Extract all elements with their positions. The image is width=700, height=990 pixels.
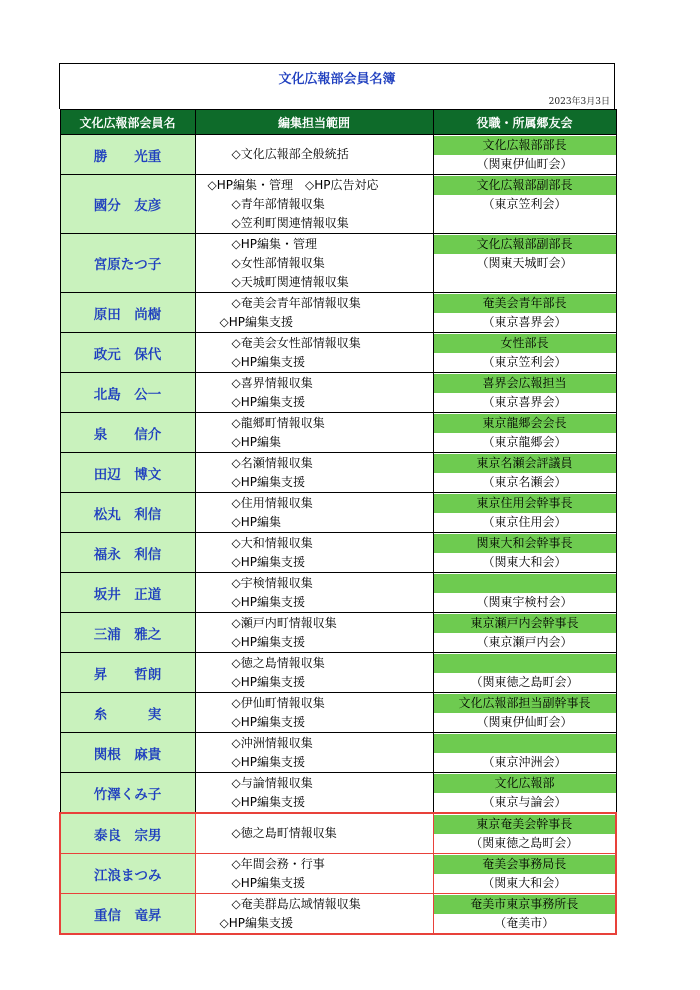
- scope-item: ◇名瀬情報収集: [195, 455, 313, 470]
- header-scope: 編集担当範囲: [195, 110, 433, 135]
- role-title: 東京瀬戸内会幹事長: [434, 614, 616, 633]
- member-name: 松丸 利信: [60, 493, 195, 533]
- table-row: [60, 135, 616, 175]
- affiliation: （関東大和会）: [482, 875, 567, 890]
- role-title: [434, 574, 616, 593]
- edit-scope: [195, 894, 433, 935]
- table-row: [60, 854, 616, 894]
- affiliation: （関東徳之島町会）: [470, 835, 579, 850]
- edit-scope: [195, 854, 433, 894]
- scope-item: ◇青年部情報収集: [195, 196, 325, 211]
- scope-item: ◇笠利町関連情報収集: [195, 215, 349, 230]
- scope-item: ◇瀬戸内町情報収集: [195, 615, 337, 630]
- member-name: 國分 友彦: [60, 175, 195, 234]
- table-row: [60, 613, 616, 653]
- role-title: [434, 654, 616, 673]
- table-row: [60, 175, 616, 234]
- edit-scope: [195, 613, 433, 653]
- member-name: 糸 実: [60, 693, 195, 733]
- affiliation: （東京瀬戸内会）: [476, 634, 573, 649]
- scope-item: ◇HP編集支援: [195, 594, 305, 609]
- scope-item: ◇住用情報収集: [195, 495, 313, 510]
- scope-item: ◇HP編集支援: [195, 754, 305, 769]
- scope-item: ◇大和情報収集: [195, 535, 313, 550]
- role-affiliation: [433, 854, 616, 894]
- role-title: 東京住用会幹事長: [434, 494, 616, 513]
- scope-item: ◇徳之島情報収集: [195, 655, 325, 670]
- scope-item: ◇文化広報部全般統括: [195, 147, 349, 161]
- member-name: 坂井 正道: [60, 573, 195, 613]
- edit-scope: [195, 175, 433, 234]
- header-name: 文化広報部会員名: [60, 110, 195, 135]
- member-name: 昇 哲朗: [60, 653, 195, 693]
- edit-scope: [195, 373, 433, 413]
- member-name: 泉 信介: [60, 413, 195, 453]
- scope-item: ◇HP編集支援: [195, 794, 305, 809]
- scope-item: ◇与論情報収集: [195, 775, 313, 790]
- affiliation: （関東宇検村会）: [476, 594, 573, 609]
- member-name: 江浪まつみ: [60, 854, 195, 894]
- role-title: 東京龍郷会会長: [434, 414, 616, 433]
- affiliation: （東京沖洲会）: [482, 754, 567, 769]
- document-date: 2023年3月3日: [548, 97, 610, 107]
- scope-item: ◇沖洲情報収集: [195, 735, 313, 750]
- document-title: 文化広報部会員名簿: [278, 72, 396, 87]
- role-affiliation: [433, 813, 616, 854]
- table-row: [60, 373, 616, 413]
- scope-item: ◇HP編集・管理: [195, 236, 317, 251]
- scope-item: ◇HP編集・管理 ◇HP広告対応: [195, 177, 379, 192]
- role-title: 文化広報部副部長: [434, 176, 616, 195]
- role-affiliation: [433, 533, 616, 573]
- scope-item: ◇HP編集支援: [195, 474, 305, 489]
- edit-scope: [195, 413, 433, 453]
- role-affiliation: [433, 373, 616, 413]
- edit-scope: [195, 573, 433, 613]
- member-name: 関根 麻貴: [60, 733, 195, 773]
- role-title: 文化広報部: [434, 774, 616, 793]
- table-row: [60, 693, 616, 733]
- role-affiliation: [433, 894, 616, 935]
- member-name: 三浦 雅之: [60, 613, 195, 653]
- scope-item: ◇奄美群島広域情報収集: [195, 896, 361, 911]
- edit-scope: [195, 453, 433, 493]
- table-row: [60, 733, 616, 773]
- role-title: 東京奄美会幹事長: [434, 815, 616, 834]
- member-name: 宮原たつ子: [60, 234, 195, 293]
- scope-item: ◇奄美会青年部情報収集: [195, 295, 361, 310]
- scope-item: ◇HP編集支援: [195, 314, 293, 329]
- affiliation: （関東伊仙町会）: [476, 156, 573, 171]
- table-row: [60, 773, 616, 814]
- role-affiliation: [433, 773, 616, 814]
- table-row: [60, 333, 616, 373]
- table-row: [60, 573, 616, 613]
- role-title: [434, 734, 616, 753]
- member-name: 北島 公一: [60, 373, 195, 413]
- member-name: 政元 保代: [60, 333, 195, 373]
- affiliation: （関東天城町会）: [476, 255, 573, 270]
- member-name: 勝 光重: [60, 135, 195, 175]
- scope-item: ◇徳之島町情報収集: [195, 826, 337, 840]
- scope-item: ◇HP編集支援: [195, 394, 305, 409]
- role-affiliation: [433, 733, 616, 773]
- scope-item: ◇HP編集支援: [195, 554, 305, 569]
- edit-scope: [195, 234, 433, 293]
- scope-item: ◇HP編集: [195, 434, 281, 449]
- edit-scope: [195, 813, 433, 854]
- scope-item: ◇奄美会女性部情報収集: [195, 335, 361, 350]
- scope-item: ◇HP編集支援: [195, 354, 305, 369]
- edit-scope: [195, 773, 433, 814]
- affiliation: （東京笠利会）: [482, 354, 567, 369]
- role-title: 喜界会広報担当: [434, 374, 616, 393]
- member-table: [59, 109, 617, 935]
- affiliation: （東京与論会）: [482, 794, 567, 809]
- edit-scope: [195, 333, 433, 373]
- role-affiliation: [433, 493, 616, 533]
- header-row: [60, 110, 616, 135]
- affiliation: （関東大和会）: [482, 554, 567, 569]
- scope-item: ◇HP編集支援: [195, 915, 293, 930]
- scope-item: ◇龍郷町情報収集: [195, 415, 325, 430]
- scope-item: ◇天城町関連情報収集: [195, 274, 349, 289]
- scope-item: ◇HP編集支援: [195, 714, 305, 729]
- table-row: [60, 653, 616, 693]
- member-name: 田辺 博文: [60, 453, 195, 493]
- header-role: 役職・所属郷友会: [433, 110, 616, 135]
- role-affiliation: [433, 693, 616, 733]
- roster-sheet: [59, 63, 615, 935]
- scope-item: ◇喜界情報収集: [195, 375, 313, 390]
- affiliation: [434, 214, 616, 233]
- role-affiliation: [433, 293, 616, 333]
- affiliation: （関東伊仙町会）: [476, 714, 573, 729]
- role-title: 文化広報部担当副幹事長: [434, 694, 616, 713]
- edit-scope: [195, 693, 433, 733]
- member-name: 泰良 宗男: [60, 813, 195, 854]
- table-row: [60, 234, 616, 293]
- edit-scope: [195, 733, 433, 773]
- edit-scope: [195, 135, 433, 175]
- role-title: 奄美市東京事務所長: [434, 895, 616, 914]
- scope-item: ◇女性部情報収集: [195, 255, 325, 270]
- role-affiliation: [433, 234, 616, 293]
- role-title: 東京名瀬会評議員: [434, 454, 616, 473]
- table-row: [60, 453, 616, 493]
- title-box: [59, 63, 615, 109]
- table-row: [60, 533, 616, 573]
- role-affiliation: [433, 573, 616, 613]
- role-title: 関東大和会幹事長: [434, 534, 616, 553]
- affiliation: （東京龍郷会）: [482, 434, 567, 449]
- scope-item: ◇年間会務・行事: [195, 856, 325, 871]
- member-name: 原田 尚樹: [60, 293, 195, 333]
- role-title: 奄美会青年部長: [434, 294, 616, 313]
- member-name: 福永 利信: [60, 533, 195, 573]
- affiliation: （東京笠利会）: [482, 196, 567, 211]
- role-title: 文化広報部部長: [434, 136, 616, 155]
- affiliation: （関東徳之島町会）: [470, 674, 579, 689]
- affiliation: （東京住用会）: [482, 514, 567, 529]
- scope-item: ◇HP編集支援: [195, 634, 305, 649]
- member-name: 竹澤くみ子: [60, 773, 195, 814]
- affiliation: （東京喜界会）: [482, 394, 567, 409]
- scope-item: ◇HP編集支援: [195, 674, 305, 689]
- affiliation: （東京名瀬会）: [482, 474, 567, 489]
- role-affiliation: [433, 653, 616, 693]
- affiliation: [434, 273, 616, 292]
- role-title: 文化広報部副部長: [434, 235, 616, 254]
- affiliation: （東京喜界会）: [482, 314, 567, 329]
- role-title: 女性部長: [434, 334, 616, 353]
- member-name: 重信 竜昇: [60, 894, 195, 935]
- role-affiliation: [433, 413, 616, 453]
- role-affiliation: [433, 613, 616, 653]
- table-row: [60, 293, 616, 333]
- table-row: [60, 894, 616, 935]
- edit-scope: [195, 653, 433, 693]
- scope-item: ◇HP編集: [195, 514, 281, 529]
- scope-item: ◇HP編集支援: [195, 875, 305, 890]
- role-affiliation: [433, 333, 616, 373]
- scope-item: ◇宇検情報収集: [195, 575, 313, 590]
- table-row: [60, 813, 616, 854]
- affiliation: （奄美市）: [494, 915, 555, 930]
- scope-item: ◇伊仙町情報収集: [195, 695, 325, 710]
- role-affiliation: [433, 175, 616, 234]
- edit-scope: [195, 533, 433, 573]
- role-title: 奄美会事務局長: [434, 855, 616, 874]
- edit-scope: [195, 293, 433, 333]
- table-row: [60, 413, 616, 453]
- role-affiliation: [433, 453, 616, 493]
- table-row: [60, 493, 616, 533]
- edit-scope: [195, 493, 433, 533]
- role-affiliation: [433, 135, 616, 175]
